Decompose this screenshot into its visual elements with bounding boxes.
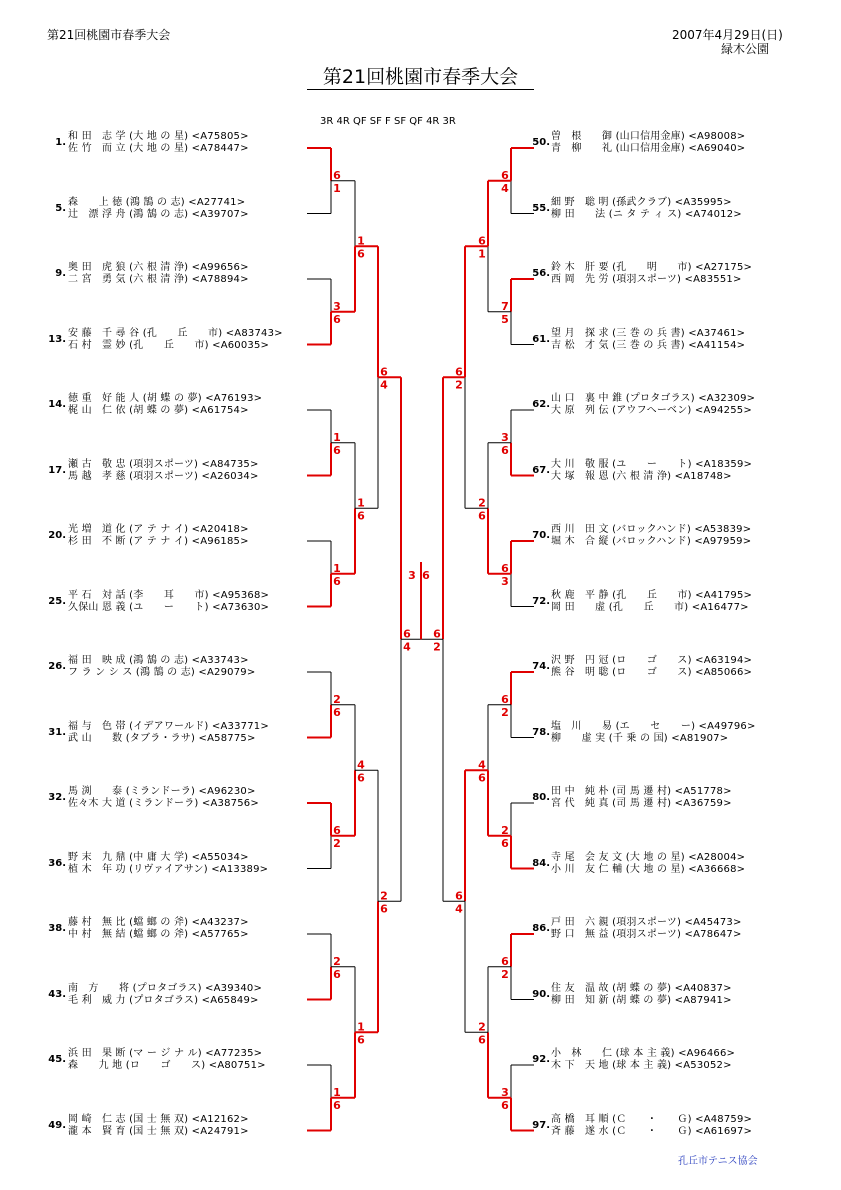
score: 6: [455, 889, 463, 903]
round-labels: 3R 4R QF SF F SF QF 4R 3R: [320, 116, 456, 127]
score: 6: [478, 234, 486, 248]
seed-number: 1.: [55, 137, 66, 148]
player-name: 木 下 天 地 (球 本 主 義) <A53052>: [551, 1060, 732, 1071]
score: 2: [433, 640, 441, 654]
score: 6: [333, 168, 341, 182]
player-name: 久保山 恩 義 (ユ ー ト) <A73630>: [68, 601, 270, 613]
score: 4: [357, 758, 365, 772]
seed-number: 25.: [48, 595, 66, 607]
seed-number: 67.: [532, 464, 550, 476]
score: 6: [403, 627, 411, 641]
player-name: 奥 田 虎 狼 (六 根 清 浄) <A99656>: [68, 262, 249, 273]
player-name: 野 口 無 益 (項羽スポーツ) <A78647>: [551, 929, 742, 940]
player-name: 塩 川 易 (エ セ ー) <A49796>: [551, 720, 756, 732]
seed-number: 32.: [48, 792, 66, 803]
score: 6: [357, 509, 365, 523]
seed-number: 84.: [532, 857, 550, 869]
player-name: 佐々木 大 道 (ミランドーラ) <A38756>: [68, 798, 259, 809]
seed-number: 31.: [48, 726, 66, 738]
score: 6: [478, 509, 486, 523]
player-name: 秋 鹿 平 静 (孔 丘 市) <A41795>: [551, 589, 753, 601]
score: 6: [501, 954, 509, 968]
score: 3: [333, 299, 341, 313]
player-name: 南 方 将 (プロタゴラス) <A39340>: [68, 982, 263, 994]
player-name: 山 口 裏 中 錐 (プロタゴラス) <A32309>: [551, 393, 756, 404]
seed-number: 80.: [532, 792, 550, 803]
score: 6: [478, 1033, 486, 1047]
score: 1: [333, 1085, 341, 1099]
seed-number: 56.: [532, 268, 550, 279]
score: 1: [357, 496, 365, 510]
player-name: 沢 野 円 冠 (ロ ゴ ス) <A63194>: [551, 655, 753, 666]
score: 6: [333, 823, 341, 837]
player-name: 植 木 年 功 (リヴァイアサン) <A13389>: [68, 863, 269, 875]
score: 6: [501, 168, 509, 182]
score: 6: [501, 561, 509, 575]
page-title-text: 第21回桃園市春季大会: [307, 66, 534, 90]
score: 6: [357, 1033, 365, 1047]
score: 2: [333, 836, 341, 850]
score: 1: [357, 1020, 365, 1034]
player-name: 細 野 聡 明 (孫武クラブ) <A35995>: [551, 196, 732, 208]
player-name: フ ラ ン シ ス (鴻 鵠 の 志) <A29079>: [68, 667, 256, 678]
player-name: 寺 尾 会 友 文 (大 地 の 星) <A28004>: [551, 851, 746, 863]
seed-number: 45.: [48, 1054, 66, 1065]
player-name: 柳 田 法 (ニ タ テ ィ ス) <A74012>: [551, 208, 742, 220]
score: 5: [501, 312, 509, 326]
player-name: 熊 谷 明 聡 (ロ ゴ ス) <A85066>: [551, 667, 753, 678]
final-score: 3: [408, 569, 416, 582]
seed-number: 70.: [532, 530, 550, 541]
player-name: 小 川 友 仁 輔 (大 地 の 星) <A36668>: [551, 863, 746, 875]
player-name: 大 川 敬 服 (ユ ー ト) <A18359>: [551, 458, 753, 470]
seed-number: 74.: [532, 661, 550, 672]
player-name: 森 九 地 (ロ ゴ ス) <A80751>: [68, 1060, 266, 1071]
score: 2: [455, 378, 463, 392]
score: 6: [333, 705, 341, 719]
score: 1: [478, 247, 486, 261]
player-name: 高 橋 耳 順 (Ｃ ・ Ｇ) <A48759>: [551, 1113, 753, 1125]
score: 7: [501, 299, 509, 313]
player-name: 岡 崎 仁 志 (国 士 無 双) <A12162>: [68, 1113, 249, 1125]
seed-number: 20.: [48, 530, 66, 541]
score: 4: [478, 758, 486, 772]
player-name: 住 友 温 故 (胡 蝶 の 夢) <A40837>: [551, 982, 732, 994]
seed-number: 55.: [532, 202, 550, 214]
player-name: 杉 田 不 断 (ア テ ナ イ) <A96185>: [68, 536, 249, 547]
score: 4: [501, 181, 509, 195]
score: 6: [357, 247, 365, 261]
score: 2: [478, 496, 486, 510]
seed-number: 13.: [48, 333, 66, 345]
seed-number: 72.: [532, 595, 550, 607]
player-name: 柳 虚 実 (千 乗 の 国) <A81907>: [551, 732, 729, 744]
player-name: 馬 渕 泰 (ミランドーラ) <A96230>: [68, 786, 256, 797]
score: 6: [433, 627, 441, 641]
player-name: 青 柳 礼 (山口信用金庫) <A69040>: [551, 143, 746, 154]
player-name: 武 山 数 (タブラ・ラサ) <A58775>: [68, 732, 256, 744]
score: 6: [501, 836, 509, 850]
score: 2: [501, 967, 509, 981]
score: 6: [357, 771, 365, 785]
score: 3: [501, 430, 509, 444]
score: 6: [333, 312, 341, 326]
score: 6: [501, 443, 509, 457]
player-name: 西 岡 先 労 (項羽スポーツ) <A83551>: [551, 274, 742, 285]
player-name: 大 塚 報 恩 (六 根 清 浄) <A18748>: [551, 470, 732, 482]
player-name: 曽 根 御 (山口信用金庫) <A98008>: [551, 131, 746, 142]
seed-number: 14.: [48, 399, 66, 410]
score: 6: [455, 365, 463, 379]
player-name: 浜 田 果 断 (マ ー ジ ナ ル) <A77235>: [68, 1048, 263, 1059]
footer-organizer: 孔丘市テニス協会: [678, 1156, 758, 1167]
seed-number: 17.: [48, 464, 66, 476]
player-name: 瀬 古 敬 忠 (項羽スポーツ) <A84735>: [68, 458, 259, 470]
player-name: 光 増 道 化 (ア テ ナ イ) <A20418>: [68, 524, 249, 535]
player-name: 福 与 色 帯 (イデアワールド) <A33771>: [68, 720, 269, 732]
seed-number: 61.: [532, 333, 550, 345]
player-name: 藤 村 無 比 (蟷 螂 の 斧) <A43237>: [68, 917, 249, 928]
player-name: 堀 木 合 縦 (バロックハンド) <A97959>: [551, 536, 752, 547]
seed-number: 90.: [532, 988, 550, 1000]
player-name: 望 月 探 求 (三 巻 の 兵 書) <A37461>: [551, 327, 746, 339]
score: 6: [380, 902, 388, 916]
player-name: 鈴 木 肝 要 (孔 明 市) <A27175>: [551, 262, 753, 273]
player-name: 徳 重 好 能 人 (胡 蝶 の 夢) <A76193>: [68, 393, 263, 404]
score: 2: [501, 705, 509, 719]
player-name: 瀧 本 賢 育 (国 士 無 双) <A24791>: [68, 1125, 249, 1137]
score: 1: [357, 234, 365, 248]
score: 6: [501, 1098, 509, 1112]
seed-number: 43.: [48, 988, 66, 1000]
seed-number: 62.: [532, 399, 550, 410]
score: 6: [333, 967, 341, 981]
player-name: 吉 松 才 気 (三 巻 の 兵 書) <A41154>: [551, 339, 746, 351]
player-name: 佐 竹 而 立 (大 地 の 星) <A78447>: [68, 143, 249, 154]
seed-number: 97.: [532, 1119, 550, 1131]
score: 4: [455, 902, 463, 916]
score: 2: [333, 954, 341, 968]
seed-number: 38.: [48, 923, 66, 934]
player-name: 野 末 九 鼎 (中 庸 大 学) <A55034>: [68, 851, 249, 863]
header-left-title: 第21回桃園市春季大会: [47, 28, 171, 42]
player-name: 安 藤 千 尋 谷 (孔 丘 市) <A83743>: [68, 327, 283, 339]
seed-number: 78.: [532, 726, 550, 738]
seed-number: 26.: [48, 661, 66, 672]
score: 6: [380, 365, 388, 379]
player-name: 岡 田 虚 (孔 丘 市) <A16477>: [551, 601, 749, 613]
player-name: 西 川 田 文 (バロックハンド) <A53839>: [551, 524, 752, 535]
player-name: 毛 利 威 力 (プロタゴラス) <A65849>: [68, 994, 259, 1006]
player-name: 森 上 徳 (鴻 鵠 の 志) <A27741>: [68, 196, 246, 208]
score: 6: [333, 574, 341, 588]
player-name: 小 林 仁 (球 本 主 義) <A96466>: [551, 1048, 736, 1059]
player-name: 宮 代 純 真 (司 馬 遷 村) <A36759>: [551, 798, 732, 809]
player-name: 辻 漂 浮 舟 (鴻 鵠 の 志) <A39707>: [68, 208, 249, 220]
player-name: 二 宮 勇 気 (六 根 清 浄) <A78894>: [68, 274, 249, 285]
seed-number: 36.: [48, 857, 66, 869]
final-score: 6: [422, 569, 430, 582]
header-date: 2007年4月29日(日): [672, 28, 783, 42]
seed-number: 92.: [532, 1054, 550, 1065]
seed-number: 50.: [532, 137, 550, 148]
player-name: 斉 藤 遂 水 (Ｃ ・ Ｇ) <A61697>: [551, 1125, 753, 1137]
score: 2: [333, 692, 341, 706]
score: 6: [333, 1098, 341, 1112]
seed-number: 9.: [55, 268, 66, 279]
player-name: 田 中 純 朴 (司 馬 遷 村) <A51778>: [551, 786, 732, 797]
score: 1: [333, 430, 341, 444]
score: 6: [333, 443, 341, 457]
player-name: 福 田 映 成 (鴻 鵠 の 志) <A33743>: [68, 655, 249, 666]
score: 2: [380, 889, 388, 903]
score: 2: [501, 823, 509, 837]
player-name: 石 村 霊 妙 (孔 丘 市) <A60035>: [68, 339, 270, 351]
player-name: 中 村 無 結 (蟷 螂 の 斧) <A57765>: [68, 929, 249, 940]
seed-number: 49.: [48, 1119, 66, 1131]
player-name: 馬 越 孝 慈 (項羽スポーツ) <A26034>: [68, 470, 259, 482]
player-name: 梶 山 仁 依 (胡 蝶 の 夢) <A61754>: [68, 405, 249, 416]
score: 1: [333, 561, 341, 575]
player-name: 柳 田 知 新 (胡 蝶 の 夢) <A87941>: [551, 994, 732, 1006]
player-name: 大 原 列 伝 (アウフへーベン) <A94255>: [551, 405, 752, 416]
score: 1: [333, 181, 341, 195]
player-name: 戸 田 六 親 (項羽スポーツ) <A45473>: [551, 917, 742, 928]
score: 4: [403, 640, 411, 654]
seed-number: 5.: [55, 202, 66, 214]
score: 2: [478, 1020, 486, 1034]
seed-number: 86.: [532, 923, 550, 934]
player-name: 和 田 志 学 (大 地 の 星) <A75805>: [68, 131, 249, 142]
score: 3: [501, 574, 509, 588]
header-venue: 緑木公園: [721, 42, 770, 56]
score: 4: [380, 378, 388, 392]
score: 6: [501, 692, 509, 706]
player-name: 平 石 対 話 (李 耳 市) <A95368>: [68, 589, 270, 601]
score: 6: [478, 771, 486, 785]
score: 3: [501, 1085, 509, 1099]
